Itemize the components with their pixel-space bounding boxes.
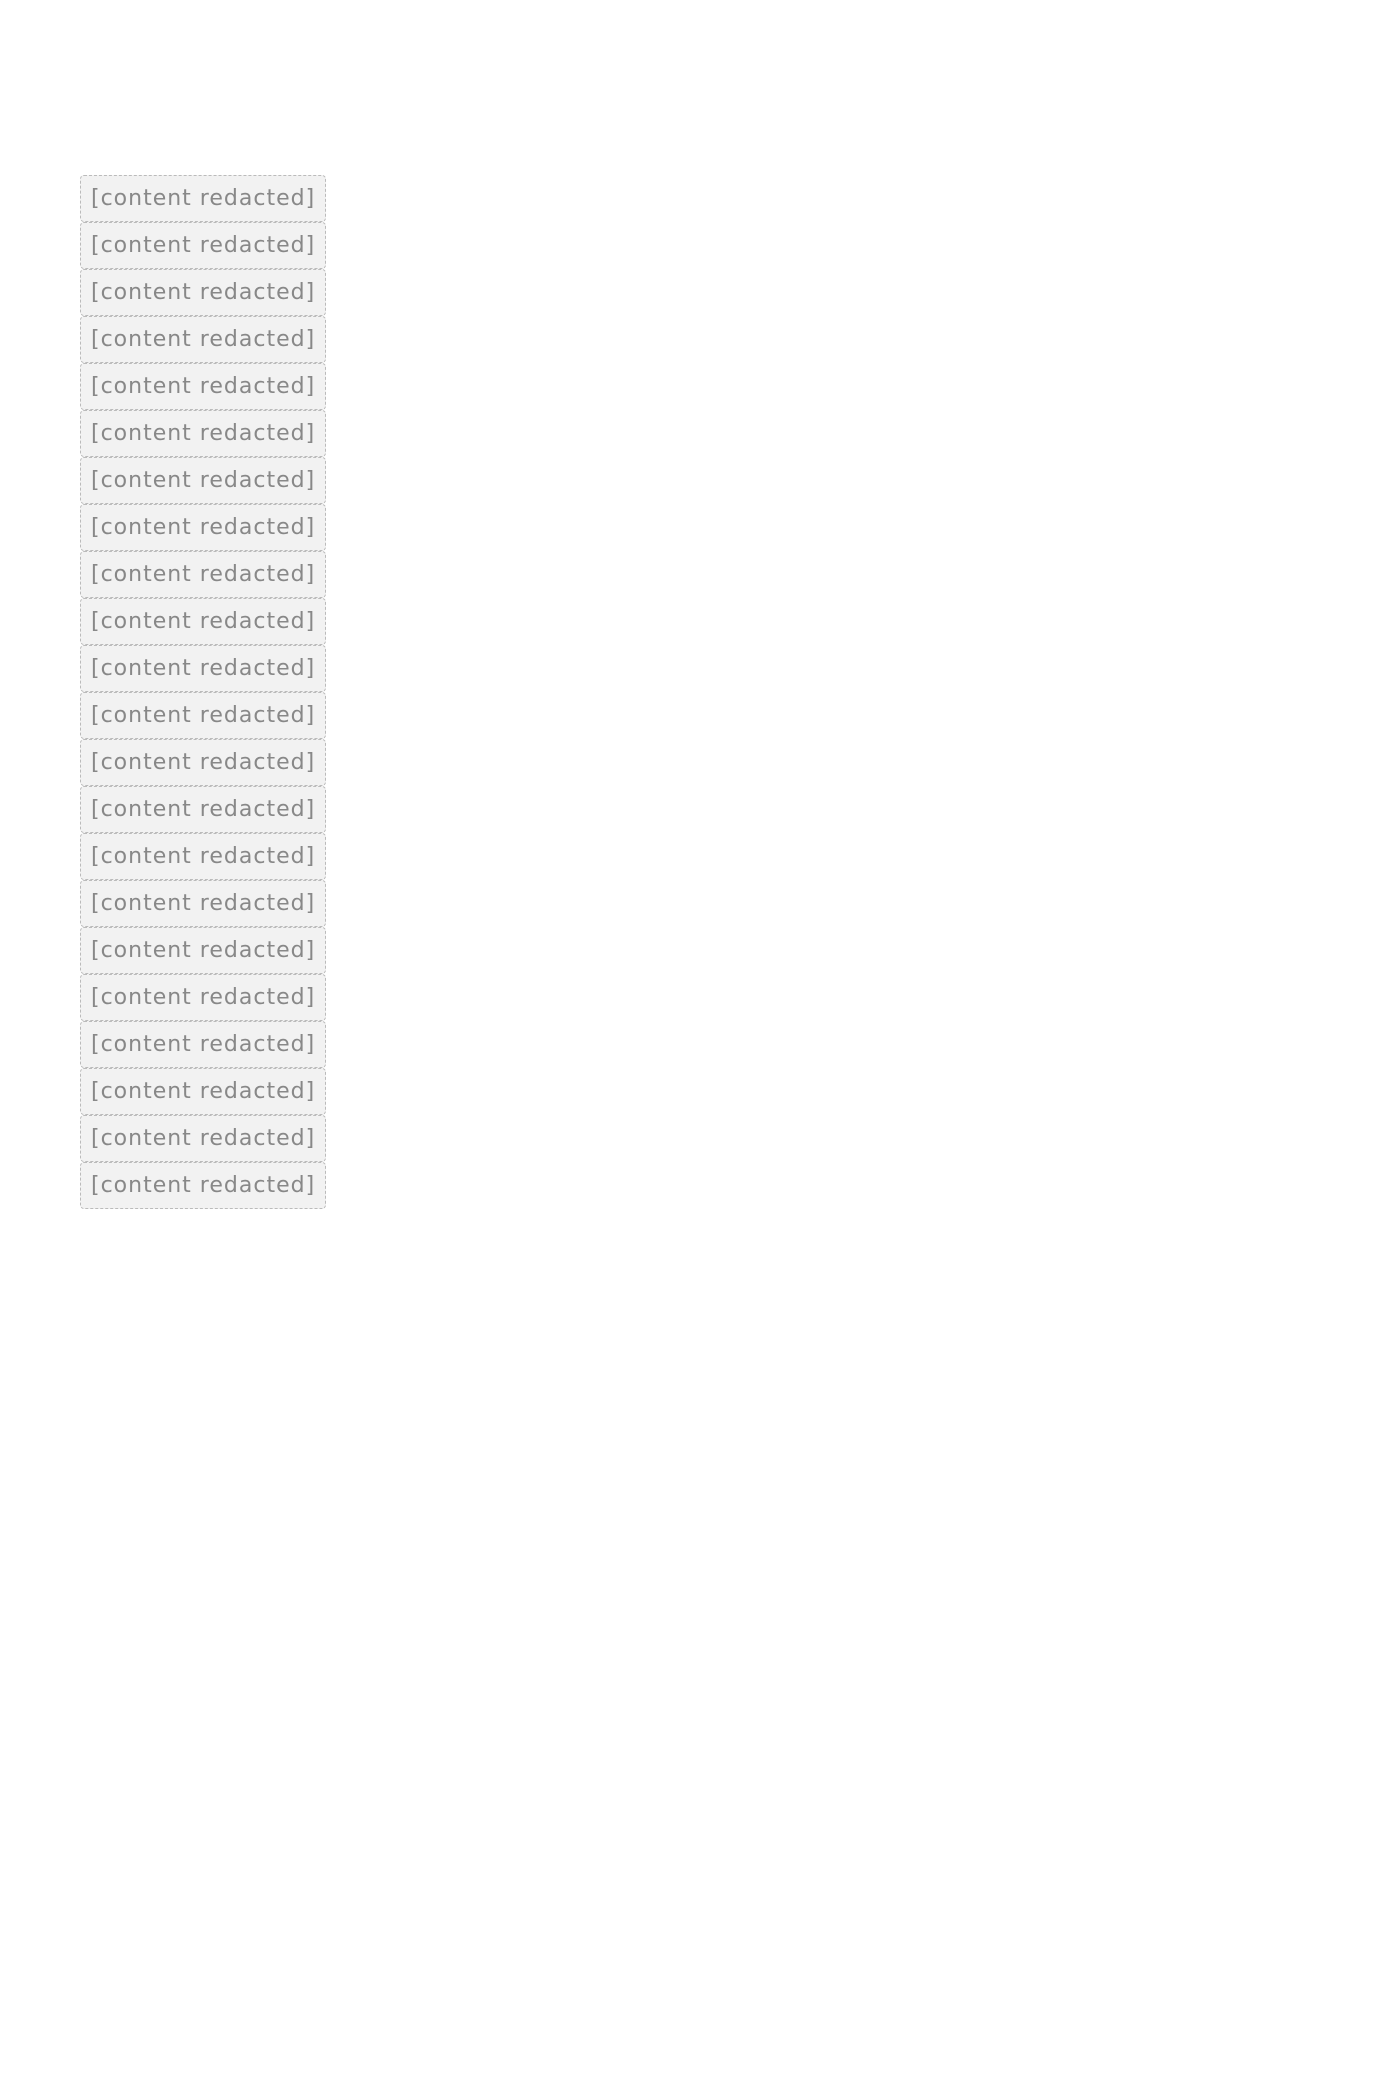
- redacted-text-placeholder: [content redacted]: [80, 645, 326, 692]
- text-line: [80, 504, 1320, 551]
- redacted-text-placeholder: [content redacted]: [80, 1162, 326, 1209]
- text-line: [80, 880, 1320, 927]
- redacted-text-placeholder: [content redacted]: [80, 786, 326, 833]
- text-line: [80, 269, 1320, 316]
- redacted-text-placeholder: [content redacted]: [80, 363, 326, 410]
- redacted-text-placeholder: [content redacted]: [80, 410, 326, 457]
- text-line: [80, 363, 1320, 410]
- redacted-text-placeholder: [content redacted]: [80, 1068, 326, 1115]
- redacted-text-placeholder: [content redacted]: [80, 974, 326, 1021]
- redacted-text-placeholder: [content redacted]: [80, 457, 326, 504]
- text-line: [80, 222, 1320, 269]
- redacted-text-placeholder: [content redacted]: [80, 1021, 326, 1068]
- redacted-text-placeholder: [content redacted]: [80, 551, 326, 598]
- text-body: [80, 175, 1320, 1209]
- text-line: [80, 551, 1320, 598]
- text-line: [80, 692, 1320, 739]
- redacted-text-placeholder: [content redacted]: [80, 880, 326, 927]
- text-line: [80, 410, 1320, 457]
- text-line: [80, 927, 1320, 974]
- redacted-text-placeholder: [content redacted]: [80, 598, 326, 645]
- text-line: [80, 974, 1320, 1021]
- text-line: [80, 739, 1320, 786]
- redacted-text-placeholder: [content redacted]: [80, 692, 326, 739]
- redacted-text-placeholder: [content redacted]: [80, 739, 326, 786]
- text-line: [80, 1068, 1320, 1115]
- text-line: [80, 833, 1320, 880]
- text-line: [80, 1021, 1320, 1068]
- text-line: [80, 1162, 1320, 1209]
- text-line: [80, 786, 1320, 833]
- text-line: [80, 175, 1320, 222]
- redacted-text-placeholder: [content redacted]: [80, 833, 326, 880]
- text-line: [80, 598, 1320, 645]
- text-line: [80, 316, 1320, 363]
- redacted-text-placeholder: [content redacted]: [80, 1115, 326, 1162]
- redacted-text-placeholder: [content redacted]: [80, 504, 326, 551]
- text-line: [80, 1115, 1320, 1162]
- redacted-text-placeholder: [content redacted]: [80, 316, 326, 363]
- text-line: [80, 645, 1320, 692]
- text-line: [80, 457, 1320, 504]
- redacted-text-placeholder: [content redacted]: [80, 222, 326, 269]
- redacted-text-placeholder: [content redacted]: [80, 175, 326, 222]
- redacted-text-placeholder: [content redacted]: [80, 927, 326, 974]
- redacted-text-placeholder: [content redacted]: [80, 269, 326, 316]
